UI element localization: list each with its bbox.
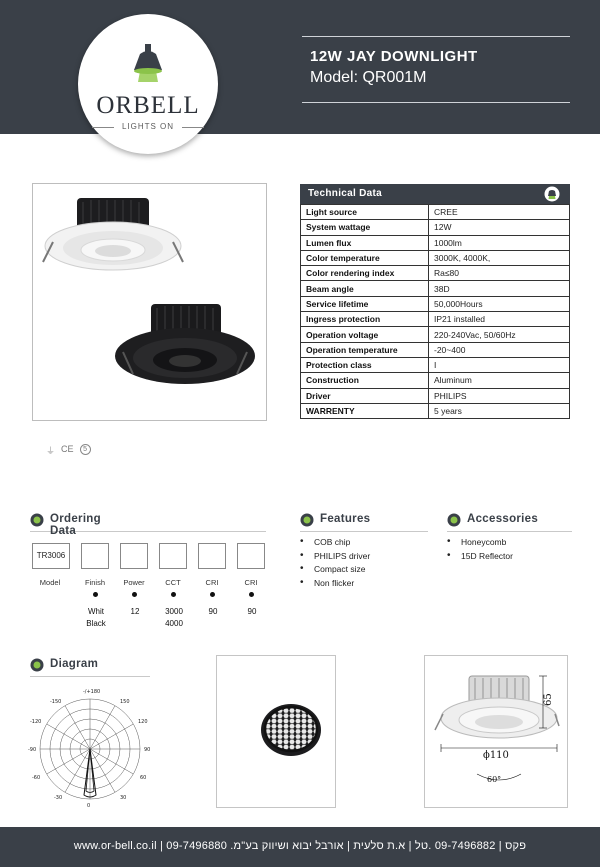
spec-key: Lumen flux — [301, 235, 429, 250]
order-box-finish — [81, 543, 109, 569]
order-label-cri: CRI — [244, 578, 258, 587]
diameter-dimension: ϕ110 — [483, 750, 509, 761]
spec-value: -20~400 — [429, 342, 570, 357]
order-label-finish: Finish — [84, 578, 105, 587]
brand-logo — [78, 14, 218, 154]
spec-value: PHILIPS — [429, 388, 570, 403]
spec-row — [301, 266, 570, 281]
warranty-years: 5 — [83, 446, 87, 453]
table-header — [300, 184, 570, 204]
leaf-circle-icon — [30, 513, 44, 527]
table-title: Technical Data — [308, 188, 383, 199]
spec-key: Color temperature — [301, 250, 429, 265]
dimension-drawing-graphic — [425, 656, 567, 807]
order-box-cct — [159, 543, 187, 569]
cct-option: 3000 — [165, 607, 183, 616]
height-dimension: 65 — [543, 693, 554, 706]
list-item: • Compact size — [300, 564, 370, 578]
bullet-dot — [132, 592, 137, 597]
spec-key: Protection class — [301, 357, 429, 372]
section-title: Diagram — [50, 658, 99, 670]
polar-angle-label: -/+180 — [83, 689, 101, 695]
spec-key: Ingress protection — [301, 312, 429, 327]
ce-mark: CE — [61, 444, 74, 454]
spec-row — [301, 342, 570, 357]
technical-data-table — [300, 184, 570, 419]
downlight-photo — [33, 184, 267, 421]
polar-angle-label: 120 — [138, 719, 148, 725]
spec-value: 5 years — [429, 403, 570, 418]
honeycomb-icon — [217, 656, 335, 807]
divider — [302, 36, 570, 37]
polar-angle-label: 90 — [144, 747, 151, 753]
order-label-cct: CCT — [165, 578, 181, 587]
spec-key: Operation voltage — [301, 327, 429, 342]
spec-key: Construction — [301, 373, 429, 388]
ground-symbol: ⏚ — [46, 446, 56, 456]
spec-row — [301, 373, 570, 388]
lamp-icon — [130, 44, 166, 84]
footer-band — [0, 827, 600, 867]
spec-row — [301, 220, 570, 235]
spec-value: 220-240Vac, 50/60Hz — [429, 327, 570, 342]
polar-light-distribution-diagram — [28, 683, 158, 815]
spec-row — [301, 388, 570, 403]
spec-value: 3000K, 4000K, — [429, 250, 570, 265]
order-box-cri — [198, 543, 226, 569]
product-title: 12W JAY DOWNLIGHT — [310, 48, 478, 65]
section-title: Ordering Data — [50, 513, 101, 537]
spec-key: WARRENTY — [301, 403, 429, 418]
spec-value: I — [429, 357, 570, 372]
order-box-power — [120, 543, 148, 569]
spec-key: Operation temperature — [301, 342, 429, 357]
features-list — [300, 537, 370, 591]
spec-value: IP21 installed — [429, 312, 570, 327]
spec-key: Driver — [301, 388, 429, 403]
title-block — [302, 36, 570, 106]
order-code-box: TR3006 — [32, 543, 70, 569]
cct-option: 4000 — [165, 619, 183, 628]
list-item: • 15D Reflector — [447, 551, 513, 565]
divider — [302, 102, 570, 103]
section-title: Accessories — [467, 513, 539, 525]
leaf-circle-icon — [300, 513, 314, 527]
divider — [182, 127, 204, 128]
spec-value: CREE — [429, 205, 570, 220]
leaf-circle-icon — [30, 658, 44, 672]
spec-key: Beam angle — [301, 281, 429, 296]
leaf-circle-icon — [447, 513, 461, 527]
order-label-power: Power — [123, 578, 145, 587]
list-item: • COB chip — [300, 537, 370, 551]
polar-angle-label: -90 — [28, 747, 37, 753]
honeycomb-accessory-image — [216, 655, 336, 808]
order-box-cri — [237, 543, 265, 569]
dimension-drawing — [424, 655, 568, 808]
spec-row — [301, 357, 570, 372]
spec-value: 12W — [429, 220, 570, 235]
tilt-angle: 60° — [487, 775, 502, 784]
order-label-cri: CRI — [205, 578, 219, 587]
order-label-model: Model — [39, 578, 61, 587]
section-title: Features — [320, 513, 371, 525]
product-photo — [32, 183, 267, 421]
polar-angle-label: -120 — [30, 719, 42, 725]
polar-angle-label: 60 — [140, 775, 147, 781]
list-item: • Honeycomb — [447, 537, 513, 551]
bullet-dot — [171, 592, 176, 597]
brand-tagline: LIGHTS ON — [121, 122, 175, 131]
spec-row — [301, 296, 570, 311]
list-item: • PHILIPS driver — [300, 551, 370, 565]
spec-row — [301, 327, 570, 342]
spec-row — [301, 250, 570, 265]
lamp-icon — [544, 186, 560, 202]
polar-angle-label: 150 — [120, 699, 130, 705]
polar-angle-label: -30 — [54, 795, 63, 801]
spec-row — [301, 205, 570, 220]
bullet-dot — [249, 592, 254, 597]
contact-line: www.or-bell.co.il | 09-7496880 .פקס | 09-7496882 .טל | א.ת סלעית | אורבל יבוא ושיווק בע"מ — [73, 840, 527, 852]
bullet-dot — [210, 592, 215, 597]
polar-angle-label: 30 — [120, 795, 127, 801]
polar-angle-label: -150 — [50, 699, 62, 705]
spec-key: Light source — [301, 205, 429, 220]
spec-row — [301, 312, 570, 327]
power-value: 12 — [130, 607, 140, 616]
bullet-dot — [93, 592, 98, 597]
spec-row — [301, 403, 570, 418]
finish-option: Whit — [88, 607, 104, 616]
cri-value: 90 — [208, 607, 218, 616]
warranty-mark — [80, 444, 91, 455]
spec-value: Aluminum — [429, 373, 570, 388]
cri-value: 90 — [247, 607, 257, 616]
finish-option: Black — [86, 619, 106, 628]
polar-angle-label: -60 — [32, 775, 41, 781]
spec-rows — [300, 204, 570, 419]
list-item: • Non flicker — [300, 578, 370, 592]
spec-value: 1000lm — [429, 235, 570, 250]
spec-key: Service lifetime — [301, 296, 429, 311]
spec-key: System wattage — [301, 220, 429, 235]
spec-row — [301, 281, 570, 296]
spec-value: 50,000Hours — [429, 296, 570, 311]
polar-angle-label: 0 — [87, 803, 91, 809]
accessories-list — [447, 537, 513, 564]
spec-value: 38D — [429, 281, 570, 296]
spec-value: Ra≤80 — [429, 266, 570, 281]
spec-key: Color rendering index — [301, 266, 429, 281]
brand-name: ORBELL — [96, 92, 200, 119]
certification-marks — [46, 444, 91, 457]
spec-row — [301, 235, 570, 250]
model-number: Model: QR001M — [310, 69, 427, 86]
